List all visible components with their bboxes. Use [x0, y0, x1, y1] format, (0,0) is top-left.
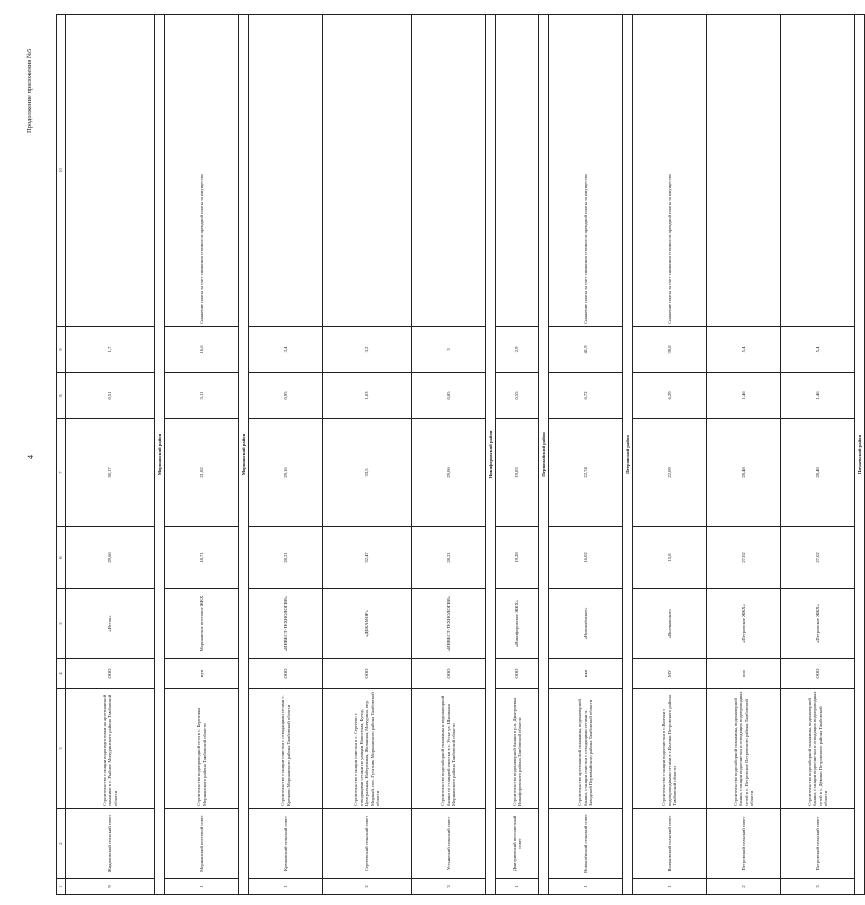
value-col8-cell: 1,03 [323, 373, 412, 419]
organization-cell: «ИНВЕСТ-ТЕХНОЛОГИЯ» [412, 589, 486, 659]
organization-cell: «ИНВЕСТ-ТЕХНОЛОГИЯ» [249, 589, 323, 659]
value-col7-cell: 22,09 [633, 419, 707, 527]
column-number-cell: 5 [57, 589, 66, 659]
column-number-cell: 3 [57, 689, 66, 809]
organization-cell: «Петровское ЖКХ» [781, 589, 855, 659]
legal-form-cell: МУ [633, 659, 707, 689]
district-name: Моршанский район [239, 15, 249, 895]
project-description-cell: Строительство водонапорной башни в р.п. Дмитриевка Никифоровского района Тамбовской области [496, 689, 539, 809]
value-col8-cell: 0,95 [249, 373, 323, 419]
row-number-cell: 9 [66, 879, 155, 895]
value-col7-cell: 19,83 [496, 419, 539, 527]
council-cell: Сергеевский сельский совет [323, 809, 412, 879]
value-col9-cell: 41,9 [549, 327, 623, 373]
value-col7-cell: 21,82 [165, 419, 239, 527]
note-cell [707, 15, 781, 327]
column-number-cell: 10 [57, 15, 66, 327]
district-header-row [855, 15, 865, 895]
legal-form-cell: муп [165, 659, 239, 689]
value-col6-cell: 28,21 [249, 527, 323, 589]
project-description-cell: Строительство водозаборной скважины и водонапорной башни со станцией очистки в с. Устье ул. Школьная Моршанского района Тамбовской области [412, 689, 486, 809]
organization-cell: «Никифоровское ЖКХ» [496, 589, 539, 659]
organization-cell: «ДЕКАМОР» [323, 589, 412, 659]
value-col8-cell: 1,46 [707, 373, 781, 419]
note-cell [412, 15, 486, 327]
column-number-cell: 6 [57, 527, 66, 589]
organization-cell: «Исток» [66, 589, 155, 659]
page-number: 4 [26, 455, 35, 459]
value-col7-cell: 29,06 [412, 419, 486, 527]
value-col8-cell: 1,46 [781, 373, 855, 419]
note-cell [781, 15, 855, 327]
row-number-cell: 3 [412, 879, 486, 895]
value-col8-cell: 6,72 [549, 373, 623, 419]
row-number-cell: 1 [496, 879, 539, 895]
council-cell: Петровский сельский совет [707, 809, 781, 879]
organization-cell: Моршанское поссовое ЖКХ [165, 589, 239, 659]
value-col9-cell: 3,2 [323, 327, 412, 373]
row-number-cell: 3 [781, 879, 855, 895]
district-header-row [539, 15, 549, 895]
value-col7-cell: 28,48 [707, 419, 781, 527]
note-cell: Снижение платы за счет снижения стоимости арендной платы за имущество [165, 15, 239, 327]
note-cell [249, 15, 323, 327]
value-col9-cell: 2,9 [496, 327, 539, 373]
row-number-cell: 1 [249, 879, 323, 895]
value-col9-cell: 5,4 [781, 327, 855, 373]
row-number-cell: 1 [633, 879, 707, 895]
column-number-cell: 4 [57, 659, 66, 689]
note-cell: Снижение платы за счет снижения стоимости арендной платы за имущество [633, 15, 707, 327]
project-description-cell: Строительство станции водоподготовки на артезианской скважине в с. Рыбное Мичуринского района Тамбовской области [66, 689, 155, 809]
value-col9-cell: 3 [412, 327, 486, 373]
table-row [66, 15, 155, 895]
district-header-row [155, 15, 165, 895]
value-col6-cell: 28,21 [412, 527, 486, 589]
note-cell [496, 15, 539, 327]
district-header-row [623, 15, 633, 895]
column-number-row [57, 15, 66, 895]
district-header-row [239, 15, 249, 895]
district-name: Моршанский район [155, 15, 165, 895]
project-description-cell: Строительство артезианской скважины, водонапорной башни, станции очистки с отводящими сетями п. Заводской Первомайского района Тамбовской области [549, 689, 623, 809]
organization-cell: «Волчковское» [633, 589, 707, 659]
value-col8-cell: 0,55 [496, 373, 539, 419]
value-col9-cell: 39,8 [633, 327, 707, 373]
value-col9-cell: 1,7 [66, 327, 155, 373]
legal-form-cell: ООО [781, 659, 855, 689]
council-cell: Крюковский сельский совет [249, 809, 323, 879]
table-row [412, 15, 486, 895]
council-cell: Жидиловский сельский совет [66, 809, 155, 879]
value-col6-cell: 19,28 [496, 527, 539, 589]
row-number-cell: 2 [323, 879, 412, 895]
value-col8-cell: 3,11 [165, 373, 239, 419]
table-row [633, 15, 707, 895]
district-name: Никифоровский район [486, 15, 496, 895]
legal-form-cell: ООО [412, 659, 486, 689]
organization-cell: «Петровское ЖКХ» [707, 589, 781, 659]
value-col9-cell: 5,4 [707, 327, 781, 373]
district-header-row [486, 15, 496, 895]
council-cell: Петровский сельский совет [781, 809, 855, 879]
table-row [249, 15, 323, 895]
table-row [496, 15, 539, 895]
district-name: Пичаевский район [855, 15, 865, 895]
value-col8-cell: 0,85 [412, 373, 486, 419]
value-col7-cell: 28,48 [781, 419, 855, 527]
value-col6-cell: 15,8 [633, 527, 707, 589]
table-row [707, 15, 781, 895]
project-description-cell: Строительство водозаборной скважины, водонапорной башни, станции водоочистки и отводящих водопроводных сетей в с. Дёмино Петровского района Тамбовской области [781, 689, 855, 809]
council-cell: Новоклёнский сельский совет [549, 809, 623, 879]
council-cell: Моршанский поссовой совет [165, 809, 239, 879]
value-col6-cell: 32,47 [323, 527, 412, 589]
value-col7-cell: 30,17 [66, 419, 155, 527]
legal-form-cell: ООО [323, 659, 412, 689]
row-number-cell: 1 [165, 879, 239, 895]
row-number-cell: 1 [549, 879, 623, 895]
project-description-cell: Строительство станции водоочистки в с.Волчки с водопроводными сетями в с.Волчки Петровского района Тамбовской области [633, 689, 707, 809]
appendix-label: Продолжение приложения №5 [26, 48, 33, 133]
value-col7-cell: 29,16 [249, 419, 323, 527]
value-col8-cell: 6,29 [633, 373, 707, 419]
tariff-table [56, 14, 865, 895]
table-row [781, 15, 855, 895]
value-col9-cell: 3,4 [249, 327, 323, 373]
value-col6-cell: 27,02 [707, 527, 781, 589]
value-col7-cell: 22,74 [549, 419, 623, 527]
note-cell [323, 15, 412, 327]
organization-cell: «Новоклёнское» [549, 589, 623, 659]
district-name: Петровский район [623, 15, 633, 895]
project-description-cell: Строительство станции очистки в с. Сергеево с отводящими сетями по улицам Новоселая, Бугор, Центральная, Набережная, Желанная, Мичурина, пер. Мирный, пос. Гусятник Моршанского района Тамбовской области [323, 689, 412, 809]
legal-form-cell: ООО [66, 659, 155, 689]
table-row [549, 15, 623, 895]
project-description-cell: Строительство водопроводной сети в с. Березовка Моршанского района Тамбовской области [165, 689, 239, 809]
column-number-cell: 8 [57, 373, 66, 419]
column-number-cell: 1 [57, 879, 66, 895]
council-cell: Устьинский сельский совет [412, 809, 486, 879]
table-row [165, 15, 239, 895]
legal-form-cell: ООО [496, 659, 539, 689]
column-number-cell: 9 [57, 327, 66, 373]
value-col9-cell: 16,6 [165, 327, 239, 373]
column-number-cell: 2 [57, 809, 66, 879]
value-col6-cell: 27,02 [781, 527, 855, 589]
row-number-cell: 2 [707, 879, 781, 895]
column-number-cell: 7 [57, 419, 66, 527]
legal-form-cell: ООО [249, 659, 323, 689]
council-cell: Дмитриевский поссоветный совет [496, 809, 539, 879]
council-cell: Волчковский сельский совет [633, 809, 707, 879]
value-col6-cell: 16,02 [549, 527, 623, 589]
value-col6-cell: 18,71 [165, 527, 239, 589]
value-col8-cell: 0,51 [66, 373, 155, 419]
note-cell: Снижение платы за счет снижения стоимости арендной платы за имущество [549, 15, 623, 327]
project-description-cell: Строительство станции очистки с отводящими сетями с. Крюково Моршанского района Тамбовской области [249, 689, 323, 809]
district-name: Первомайский район [539, 15, 549, 895]
value-col7-cell: 33,5 [323, 419, 412, 527]
legal-form-cell: ооо [707, 659, 781, 689]
legal-form-cell: мкп [549, 659, 623, 689]
project-description-cell: Строительство водозаборной скважины, водонапорной башни, станции водоочистки и отводящих водопроводных сетей в с. Петровское Петровского района Тамбовской области [707, 689, 781, 809]
note-cell [66, 15, 155, 327]
table-row [323, 15, 412, 895]
value-col6-cell: 29,66 [66, 527, 155, 589]
